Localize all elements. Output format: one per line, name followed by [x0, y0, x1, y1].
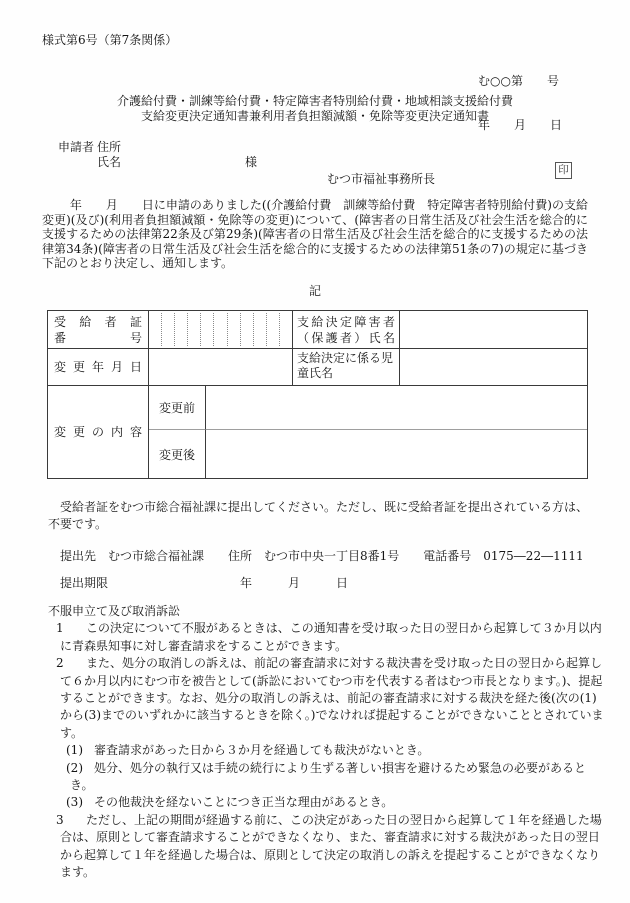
change-date-label: 変更年月日	[54, 360, 142, 374]
form-id: 様式第6号（第7条関係）	[42, 33, 178, 47]
doc-ref-number: む○○第 号	[478, 74, 559, 88]
child-name-label: 支給決定に係る児童氏名	[297, 351, 394, 380]
grantee-name-value-cell	[400, 311, 587, 349]
appeal-subitem-1-text: 審査請求があった日から３か月を経過しても裁決がないとき。	[94, 743, 430, 758]
after-label: 変更後	[158, 447, 195, 462]
document-title-line2: 支給変更決定通知書兼利用者負担額減額・免除等変更決定通知書	[140, 108, 489, 123]
appeal-subitem-3-text: その他裁決を経ないことにつき正当な理由があるとき。	[94, 795, 394, 810]
change-date-value-cell	[149, 349, 293, 386]
appeal-item-2	[56, 655, 606, 742]
cert-number-label-line1: 受給者証	[54, 314, 142, 329]
decision-table	[47, 310, 588, 479]
appeal-item-1	[56, 620, 606, 655]
seal-mark: 印	[555, 162, 572, 179]
honorific-sama: 様	[245, 155, 258, 169]
appeal-subitem-2	[66, 760, 606, 795]
cert-number-label-line2: 番号	[54, 330, 142, 345]
change-content-label: 変更の内容	[54, 425, 142, 439]
submission-destination-line: 提出先 むつ市総合福祉課 住所 むつ市中央一丁目8番1号 電話番号 0175―22―1111	[60, 549, 584, 563]
appeal-item-1-text: この決定について不服があるときは、この通知書を受け取った日の翌日から起算して３か月以内に青森県知事に対し審査請求をすることができます。	[60, 621, 602, 653]
child-name-value-cell	[400, 349, 587, 386]
appeal-subitem-3-number: (3)	[66, 795, 83, 810]
change-content-label-cell	[48, 386, 149, 478]
appeal-item-1-number: 1	[56, 621, 64, 636]
addressee-labels	[97, 140, 257, 170]
cert-number-value-cell	[149, 311, 293, 349]
before-value-cell	[206, 386, 587, 430]
appeal-subitem-2-text: 処分、処分の執行又は手続の続行により生ずる著しい損害を避けるため緊急の必要があるとき。	[70, 760, 587, 793]
applicant-label: 申請者	[58, 140, 95, 154]
after-label-cell	[149, 430, 206, 478]
appeal-item-3-text: ただし、上記の期間が経過する前に、この決定があった日の翌日から起算して１年を経過した場合は、原則として審査請求することができなくなり、また、審査請求に対する裁決があった日の翌日から起算して１年を経過した場合は、原則として決定の取消しの訴えを提起することができなくなります。	[60, 812, 602, 880]
appeal-heading: 不服申立て及び取消訴訟	[48, 604, 181, 618]
submission-deadline-line: 提出期限 年 月 日	[60, 576, 349, 590]
grantee-label-line2: （保護者）氏名	[297, 330, 395, 345]
name-line	[97, 155, 257, 170]
main-paragraph: 年 月 日に申請のありました((介護給付費 訓練等給付費 特定障害者特別給付費)の支給変更)(及び)(利用者負担額減額・免除等の変更)について、(障害者の日常生活及び社会生活を総合的に支援するための法律第22条及び第29条)(障害者の日常生活及び社会生活を総合的に支援するための法律第34条)(障害者の日常生活及び社会生活を総合的に支援するための法律第51条の7)の規定に基づき下記のとおり決定し、通知します。	[42, 198, 588, 271]
appeal-subitems	[66, 742, 606, 812]
cert-number-digit-boxes	[149, 313, 292, 346]
after-value-cell	[206, 430, 587, 478]
appeal-item-3	[56, 812, 606, 882]
submission-note: 受給者証をむつ市総合福祉課に提出してください。ただし、既に受給者証を提出されている方は、不要です。	[48, 500, 589, 532]
name-label: 氏名	[97, 155, 122, 169]
grantee-name-label-cell	[293, 311, 400, 349]
appeal-item-3-number: 3	[56, 812, 64, 827]
before-label-cell	[149, 386, 206, 430]
issuer-title: むつ市福祉事務所長	[327, 172, 436, 186]
appeal-subitem-1	[66, 742, 606, 759]
cert-number-label-cell	[48, 311, 149, 349]
grantee-label-line1: 支給決定障害者	[297, 314, 395, 329]
appeal-subitem-3	[66, 794, 606, 811]
change-date-label-cell	[48, 349, 149, 386]
child-name-label-cell	[293, 349, 400, 386]
address-label: 住所	[97, 140, 122, 154]
before-label: 変更前	[158, 401, 195, 415]
addressee-block	[58, 140, 257, 170]
record-marker: 記	[308, 284, 321, 298]
document-title	[0, 94, 630, 123]
document-title-line1: 介護給付費・訓練等給付費・特定障害者特別給付費・地域相談支援給付費	[116, 94, 513, 108]
appeal-section	[48, 603, 608, 882]
appeal-subitem-2-number: (2)	[66, 760, 83, 775]
appeal-subitem-1-number: (1)	[66, 743, 83, 758]
appeal-item-2-text: また、処分の取消しの訴えは、前記の審査請求に対する裁決書を受け取った日の翌日から起算して６か月以内にむつ市を被告として(訴訟においてむつ市を代表する者はむつ市長となります。)、提起することができます。なお、処分の取消しの訴えは、前記の審査請求に対する裁決を経た後(次の(1)から(3)までのいずれかに該当するときを除く。)でなければ提起することができないこととされています。	[60, 656, 604, 740]
appeal-items	[56, 620, 606, 881]
doc-date: 年 月 日	[478, 117, 563, 132]
appeal-item-2-number: 2	[56, 656, 64, 671]
